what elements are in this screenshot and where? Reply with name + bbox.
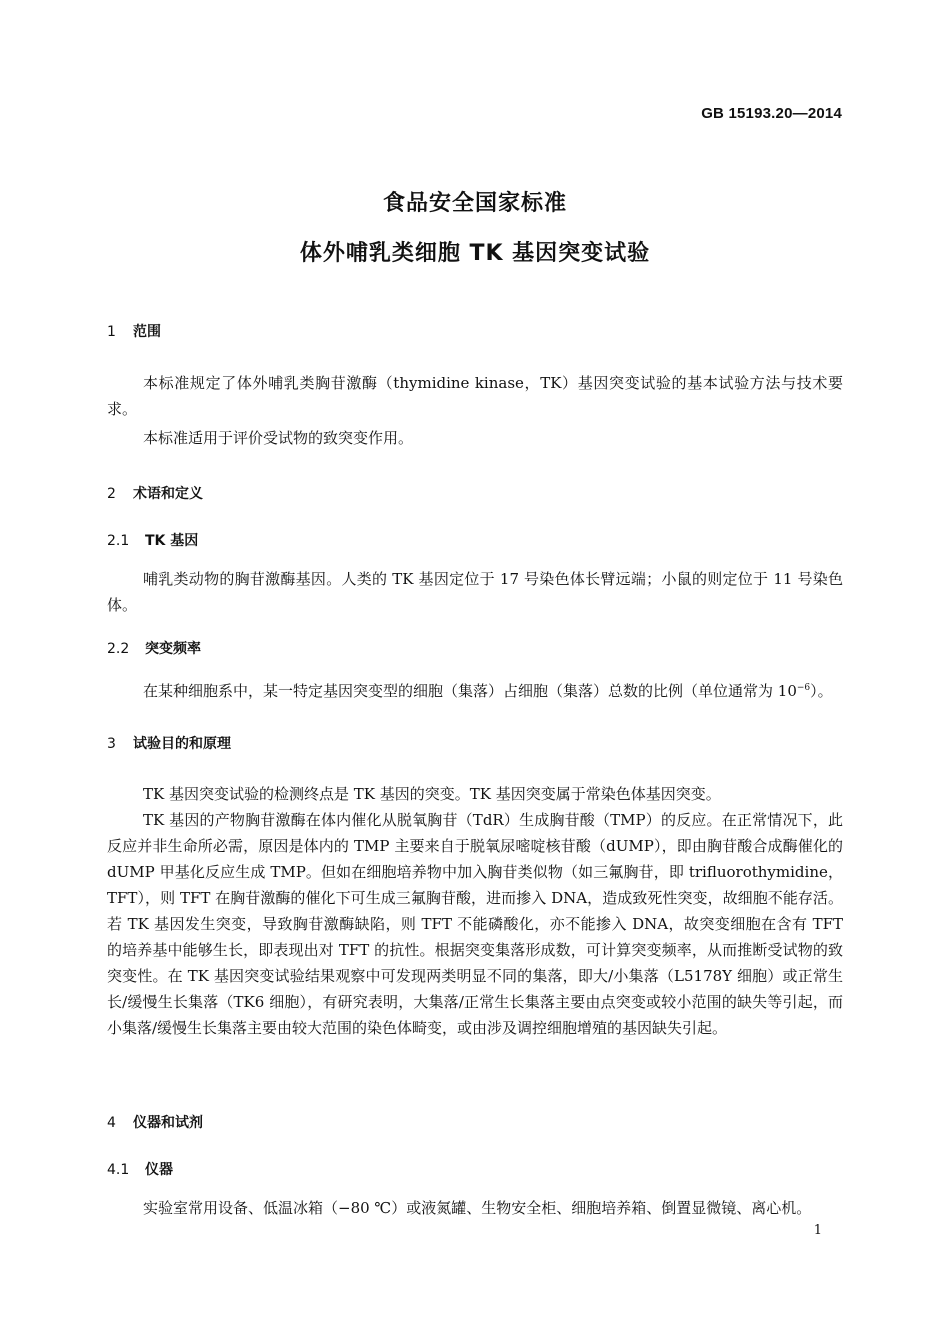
section-number: 2.1	[107, 533, 130, 549]
section-3-heading	[107, 733, 231, 753]
title-line-2: 体外哺乳类细胞 TK 基因突变试验	[299, 241, 651, 266]
section-title: 仪器	[145, 1162, 173, 1178]
paragraph: TK 基因的产物胸苷激酶在体内催化从脱氧胸苷（TdR）生成胸苷酸（TMP）的反应。在正常情况下，此反应并非生命所必需，原因是体内的 TMP 主要来自于脱氧尿嘧啶核苷酸（dUMP），即由胸苷酸合成酶催化的 dUMP 甲基化反应生成 TMP。但如在细胞培养物中加入胸苷类似物（如三氟胸苷，即 trifluorothymidine，TFT），则 TFT 在胸苷激酶的催化下可生成三氟胸苷酸，进而掺入 DNA，造成致死性突变，故细胞不能存活。若 TK 基因发生突变，导致胸苷激酶缺陷，则 TFT 不能磷酸化，亦不能掺入 DNA，故突变细胞在含有 TFT 的培养基中能够生长，即表现出对 TFT 的抗性。根据突变集落形成数，可计算突变频率，从而推断受试物的致突变性。在 TK 基因突变试验结果观察中可发现两类明显不同的集落，即大/小集落（L5178Y 细胞）或正常生长/缓慢生长集落（TK6 细胞），有研究表明，大集落/正常生长集落主要由点突变或较小范围的缺失等引起，而小集落/缓慢生长集落主要由较大范围的染色体畸变，或由涉及调控细胞增殖的基因缺失引起。	[107, 811, 843, 1037]
section-1-heading	[107, 321, 161, 341]
paragraph: 本标准规定了体外哺乳类胸苷激酶（thymidine kinase，TK）基因突变试验的基本试验方法与技术要求。	[107, 374, 843, 418]
paragraph	[107, 675, 843, 704]
section-4-heading	[107, 1112, 203, 1132]
title-line-1: 食品安全国家标准	[382, 191, 567, 216]
section-number: 1	[107, 324, 116, 340]
section-number: 3	[107, 736, 116, 752]
paragraph: TK 基因突变试验的检测终点是 TK 基因的突变。TK 基因突变属于常染色体基因突变。	[143, 785, 721, 803]
exponent: −6	[796, 683, 811, 693]
section-2-2-heading	[107, 638, 201, 658]
paragraph: 本标准适用于评价受试物的致突变作用。	[143, 429, 414, 447]
section-2-heading	[107, 483, 203, 503]
section-title: 突变频率	[145, 641, 201, 657]
section-number: 2	[107, 486, 116, 502]
section-title: 试验目的和原理	[133, 736, 231, 752]
paragraph-text: 在某种细胞系中，某一特定基因突变型的细胞（集落）占细胞（集落）总数的比例（单位通常为 10	[143, 682, 797, 700]
section-number: 2.2	[107, 641, 130, 657]
section-title: 范围	[133, 324, 161, 340]
section-title: TK 基因	[145, 533, 199, 549]
section-2-1-heading	[107, 530, 198, 550]
section-number: 4	[107, 1115, 116, 1131]
section-number: 4.1	[107, 1162, 130, 1178]
section-title: 术语和定义	[133, 486, 203, 502]
section-title: 仪器和试剂	[133, 1115, 203, 1131]
page-number: 1	[813, 1223, 822, 1238]
paragraph: 实验室常用设备、低温冰箱（−80 ℃）或液氮罐、生物安全柜、细胞培养箱、倒置显微镜、离心机。	[143, 1199, 812, 1217]
paragraph: 哺乳类动物的胸苷激酶基因。人类的 TK 基因定位于 17 号染色体长臂远端；小鼠的则定位于 11 号染色体。	[107, 570, 843, 614]
paragraph-text: ）。	[810, 682, 833, 700]
section-4-1-heading	[107, 1159, 173, 1179]
standard-code: GB 15193.20—2014	[701, 105, 842, 122]
